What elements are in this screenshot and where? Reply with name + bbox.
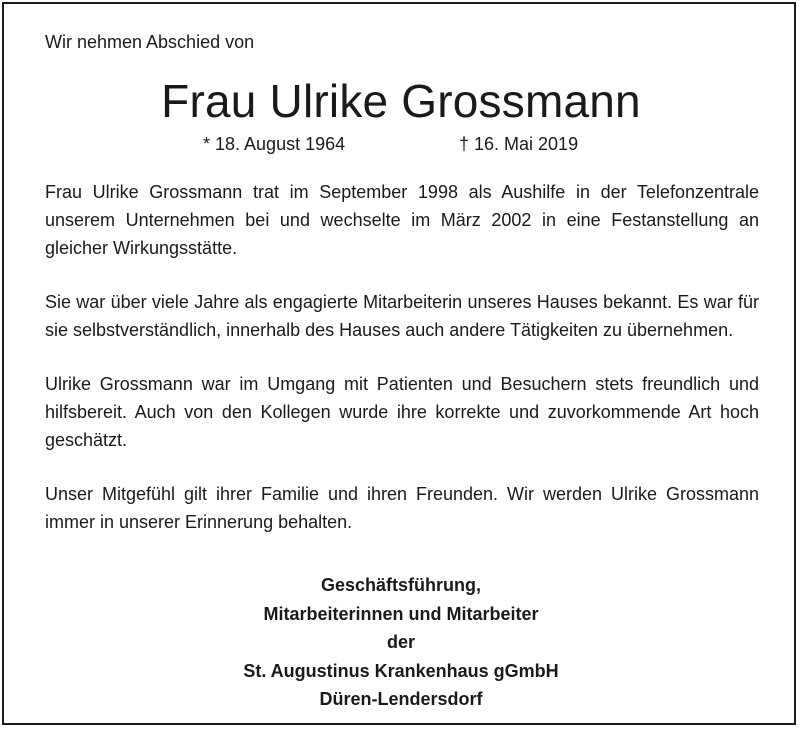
death-date: † 16. Mai 2019 xyxy=(459,134,579,154)
signature-organization: St. Augustinus Krankenhaus gGmbH xyxy=(243,660,559,681)
body-paragraph: Frau Ulrike Grossmann trat im September 1998 als Aushilfe in der Telefonzentrale unserem Unternehmen bei und wechselte im März 2002 in eine Festanstellung an gleicher Wirkungsstätte. xyxy=(45,182,759,258)
birth-date: * 18. August 1964 xyxy=(203,134,346,154)
signature-line: Geschäftsführung, xyxy=(320,575,481,595)
signature-block xyxy=(4,571,798,714)
obituary-notice xyxy=(2,2,796,725)
signature-location: Düren-Lendersdorf xyxy=(319,689,483,709)
signature-line: der xyxy=(386,632,415,652)
signature-line: Mitarbeiterinnen und Mitarbeiter xyxy=(263,603,539,624)
body-paragraph: Unser Mitgefühl gilt ihrer Familie und ihren Freunden. Wir werden Ulrike Grossmann immer in unserer Erinnerung behalten. xyxy=(45,484,759,532)
notice-body xyxy=(45,178,759,536)
intro-text: Wir nehmen Abschied von xyxy=(45,32,255,52)
body-paragraph: Sie war über viele Jahre als engagierte Mitarbeiterin unseres Hauses bekannt. Es war für sie selbstverständlich, innerhalb des Hauses auch andere Tätigkeiten zu übernehmen. xyxy=(45,292,759,340)
body-paragraph: Ulrike Grossmann war im Umgang mit Patienten und Besuchern stets freundlich und hilfsbereit. Auch von den Kollegen wurde ihre korrekte und zuvorkommende Art hoch geschätzt. xyxy=(45,374,759,450)
deceased-name: Frau Ulrike Grossmann xyxy=(161,75,641,127)
